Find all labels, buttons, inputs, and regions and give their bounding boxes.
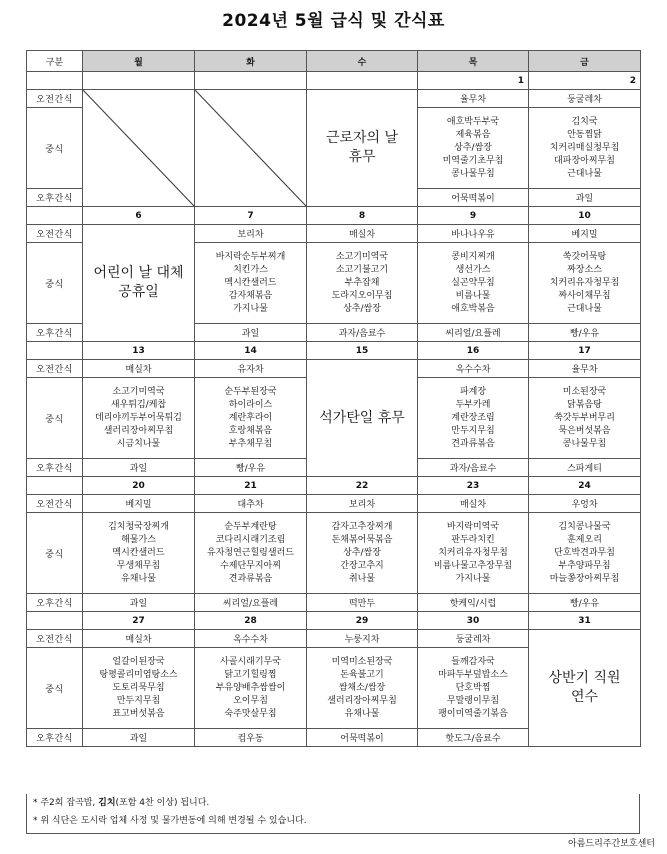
blank-cell-mon (83, 90, 195, 207)
am-snack-row (27, 495, 641, 513)
am-snack-thu: 율무차 (418, 90, 529, 108)
am-snack-tue: 옥수수차 (195, 630, 307, 648)
pm-snack-fri: 스파게티 (529, 459, 641, 477)
menu-item: 비름나물고추장무침 (433, 560, 513, 571)
holiday-cell-fri (529, 630, 641, 747)
am-snack-mon: 매실차 (83, 630, 195, 648)
date-tue: 28 (195, 612, 307, 630)
blank-cell-tue (195, 90, 307, 207)
date-mon (83, 72, 195, 90)
date-row-label (27, 72, 83, 90)
date-row (27, 72, 641, 90)
menu-item: 소고기미역국 (112, 386, 165, 397)
menu-item: 부추잡채 (344, 277, 380, 288)
date-thu: 30 (418, 612, 529, 630)
date-thu: 1 (418, 72, 529, 90)
am-snack-mon: 매실차 (83, 360, 195, 378)
holiday-text: 상반기 직원 (548, 670, 621, 686)
holiday-text: 공휴일 (118, 284, 159, 300)
menu-item: 간장고추지 (340, 560, 384, 571)
holiday-text: 휴무 (348, 149, 376, 165)
pm-snack-tue: 빵/우유 (195, 459, 307, 477)
menu-item: 계란후라이 (228, 412, 273, 423)
pm-snack-thu: 핫도그/음료수 (418, 729, 529, 747)
menu-item: 얼갈이된장국 (112, 656, 165, 667)
date-tue: 7 (195, 207, 307, 225)
lunch-fri (529, 108, 641, 189)
lunch-fri (529, 243, 641, 324)
menu-item: 부추채무침 (228, 438, 273, 449)
page-title: 2024년 5월 급식 및 간식표 (222, 11, 445, 31)
am-snack-fri: 둥굴레차 (529, 90, 641, 108)
menu-item: 소고기미역국 (335, 251, 389, 262)
date-row (27, 477, 641, 495)
am-snack-thu: 둥굴레차 (418, 630, 529, 648)
date-row-label (27, 477, 83, 495)
lunch-wed (307, 648, 418, 729)
date-fri: 2 (529, 72, 641, 90)
menu-item: 무말랭이무침 (446, 695, 500, 706)
menu-item: 유채나물 (121, 573, 156, 584)
menu-item: 돈육불고기 (340, 669, 384, 680)
am-snack-label: 오전간식 (27, 360, 83, 378)
am-snack-label: 오전간식 (27, 495, 83, 513)
menu-item: 유채나물 (344, 708, 380, 719)
lunch-label: 중식 (27, 243, 83, 324)
lunch-thu (418, 513, 529, 594)
date-fri: 24 (529, 477, 641, 495)
menu-item: 데리야끼두부어묵튀김 (95, 412, 182, 423)
am-snack-label: 오전간식 (27, 90, 83, 108)
menu-item: 부추양파무침 (558, 560, 611, 571)
pm-snack-thu: 핫케익/시럽 (418, 594, 529, 612)
menu-item: 콩나물무침 (562, 438, 607, 449)
menu-item: 숙주맛살무침 (224, 708, 277, 719)
header-day-mon: 월 (83, 51, 195, 72)
date-row (27, 612, 641, 630)
menu-item: 실곤약무침 (451, 277, 495, 288)
pm-snack-label: 오후간식 (27, 594, 83, 612)
am-snack-label: 오전간식 (27, 225, 83, 243)
menu-item: 무생채무침 (116, 560, 161, 571)
menu-item: 미소된장국 (562, 386, 607, 397)
am-snack-thu: 바나나우유 (418, 225, 529, 243)
holiday-text: 근로자의 날 (325, 130, 399, 146)
menu-item: 상추/쌈장 (343, 547, 381, 558)
date-row-label (27, 612, 83, 630)
menu-item: 도토리묵무침 (112, 682, 165, 693)
holiday-cell-wed (307, 90, 418, 207)
menu-item: 순두부계란탕 (224, 521, 277, 532)
date-thu: 16 (418, 342, 529, 360)
menu-item: 두부카레 (455, 399, 491, 410)
lunch-fri (529, 378, 641, 459)
menu-item: 치킨가스 (233, 264, 268, 275)
lunch-mon (83, 513, 195, 594)
pm-snack-label: 오후간식 (27, 189, 83, 207)
date-wed: 29 (307, 612, 418, 630)
pm-snack-label: 오후간식 (27, 729, 83, 747)
date-thu: 23 (418, 477, 529, 495)
menu-item: 순두부된장국 (224, 386, 277, 397)
menu-item: 수제단무지아찌 (220, 560, 281, 571)
date-mon: 6 (83, 207, 195, 225)
menu-item: 멕시칸샐러드 (112, 547, 165, 558)
menu-item: 비름나물 (455, 290, 491, 301)
menu-item: 샐러리장아찌무침 (327, 695, 397, 706)
footer-center-name: 아름드리주간보호센터 (568, 839, 655, 849)
menu-item: 오이무침 (233, 695, 268, 706)
holiday-text: 어린이 날 대체 (93, 265, 184, 281)
date-tue: 21 (195, 477, 307, 495)
date-wed: 22 (307, 477, 418, 495)
lunch-thu (418, 648, 529, 729)
menu-item: 쑥갓어묵탕 (562, 251, 607, 262)
menu-item: 새우튀김/케찹 (110, 399, 167, 410)
holiday-cell-mon (83, 225, 195, 342)
menu-item: 감자고추장찌개 (331, 521, 393, 532)
lunch-wed (307, 513, 418, 594)
menu-item: 시금치나물 (116, 438, 161, 449)
menu-table (26, 50, 641, 747)
am-snack-thu: 옥수수차 (418, 360, 529, 378)
lunch-label: 중식 (27, 648, 83, 729)
lunch-tue (195, 243, 307, 324)
pm-snack-fri: 빵/우유 (529, 324, 641, 342)
notes-box (26, 794, 640, 834)
menu-item: 쑥갓두부버무리 (554, 412, 615, 423)
menu-item: 쌈채소/쌈장 (338, 682, 386, 693)
menu-item: 표고버섯볶음 (112, 708, 165, 719)
lunch-thu (418, 378, 529, 459)
menu-item: 마파두부덮밥소스 (438, 669, 508, 680)
menu-item: 만두지무침 (116, 695, 161, 706)
date-wed: 8 (307, 207, 418, 225)
note-2: * 위 식단은 도시락 업체 사정 및 물가변동에 의해 변경될 수 있습니다. (33, 816, 307, 826)
am-snack-row (27, 360, 641, 378)
date-mon: 20 (83, 477, 195, 495)
am-snack-tue: 대추차 (195, 495, 307, 513)
header-day-tue: 화 (195, 51, 307, 72)
lunch-tue (195, 378, 307, 459)
menu-item: 부유양배추쌈쌈이 (215, 682, 286, 693)
date-mon: 13 (83, 342, 195, 360)
pm-snack-row (27, 594, 641, 612)
menu-item: 바지락순두부찌개 (215, 251, 286, 262)
am-snack-wed: 매실차 (307, 225, 418, 243)
menu-item: 미역미소된장국 (331, 656, 393, 667)
holiday-cell-wed (307, 360, 418, 477)
pm-snack-mon: 과일 (83, 729, 195, 747)
am-snack-thu: 매실차 (418, 495, 529, 513)
date-row (27, 342, 641, 360)
pm-snack-mon: 과일 (83, 459, 195, 477)
menu-item: 돈채볶어묵볶음 (331, 534, 393, 545)
menu-item: 팽이미역줄기볶음 (438, 708, 508, 719)
menu-item: 만두지무침 (451, 425, 495, 436)
menu-item: 사골시래기무국 (220, 656, 281, 667)
menu-item: 김치콩나물국 (558, 521, 611, 532)
lunch-thu (418, 243, 529, 324)
pm-snack-wed: 떡만두 (307, 594, 418, 612)
menu-item: 닭고기힐링찜 (224, 669, 277, 680)
menu-item: 호랑채볶음 (228, 425, 273, 436)
lunch-tue (195, 648, 307, 729)
menu-item: 마늘쫑장아찌무침 (549, 573, 620, 584)
menu-item: 김치청국장찌개 (108, 521, 169, 532)
note-1: * 주2회 잡곡밥, 김치(포함 4찬 이상) 됩니다. (33, 798, 210, 808)
menu-item: 파계장 (459, 386, 487, 397)
menu-item: 취나물 (348, 573, 376, 584)
pm-snack-mon: 과일 (83, 594, 195, 612)
menu-item: 애호박두부국 (446, 116, 500, 127)
lunch-row (27, 513, 641, 594)
date-row (27, 207, 641, 225)
menu-item: 콩비지찌개 (451, 251, 495, 262)
menu-item: 훈제오리 (567, 534, 602, 545)
menu-item: 안동찜닭 (567, 129, 602, 140)
menu-item: 유자청연근힐링샐러드 (207, 547, 294, 558)
date-row-label (27, 342, 83, 360)
menu-item: 제육볶음 (455, 129, 491, 140)
lunch-fri (529, 513, 641, 594)
menu-item: 상추/쌈장 (343, 303, 381, 314)
menu-item: 애호박볶음 (451, 303, 495, 314)
menu-item: 콩나물무침 (451, 168, 495, 179)
date-thu: 9 (418, 207, 529, 225)
am-snack-fri: 우엉차 (529, 495, 641, 513)
date-fri: 17 (529, 342, 641, 360)
menu-item: 김치국 (571, 116, 598, 127)
menu-item: 가지나물 (455, 573, 491, 584)
date-tue (195, 72, 307, 90)
lunch-label: 중식 (27, 378, 83, 459)
pm-snack-tue: 씨리얼/요플레 (195, 594, 307, 612)
menu-item: 단호박찜 (455, 682, 491, 693)
date-wed (307, 72, 418, 90)
menu-item: 치커리유자청무침 (438, 547, 508, 558)
menu-item: 샐러리장아찌무침 (103, 425, 174, 436)
header-day-wed: 수 (307, 51, 418, 72)
lunch-mon (83, 648, 195, 729)
menu-item: 닭볶음탕 (567, 399, 602, 410)
menu-item: 짜사이채무침 (558, 290, 611, 301)
menu-item: 하이라이스 (228, 399, 273, 410)
header-corner: 구분 (27, 51, 83, 72)
menu-item: 근대나물 (567, 303, 602, 314)
menu-item: 단호박견과무침 (554, 547, 615, 558)
am-snack-tue: 보리차 (195, 225, 307, 243)
header-day-thu: 목 (418, 51, 529, 72)
menu-item: 짜장소스 (567, 264, 602, 275)
pm-snack-wed: 과자/음료수 (307, 324, 418, 342)
menu-item: 계란장조림 (451, 412, 495, 423)
menu-item: 견과류볶음 (228, 573, 273, 584)
pm-snack-wed: 어묵떡볶이 (307, 729, 418, 747)
menu-item: 탕평콜리미엽탕소스 (99, 669, 178, 680)
menu-item: 치커리매실청무침 (549, 142, 620, 153)
date-tue: 14 (195, 342, 307, 360)
blank-diagonal-slash (195, 90, 306, 206)
am-snack-wed: 누룽지차 (307, 630, 418, 648)
menu-item: 코다리시래기조림 (215, 534, 286, 545)
pm-snack-fri: 빵/우유 (529, 594, 641, 612)
am-snack-fri: 베지밀 (529, 225, 641, 243)
pm-snack-thu: 씨리얼/요플레 (418, 324, 529, 342)
menu-item: 치커리유자청무침 (549, 277, 620, 288)
menu-item: 근대나물 (567, 168, 602, 179)
date-wed: 15 (307, 342, 418, 360)
am-snack-fri: 율무차 (529, 360, 641, 378)
menu-item: 소고기불고기 (335, 264, 389, 275)
am-snack-row (27, 225, 641, 243)
am-snack-mon: 베지밀 (83, 495, 195, 513)
date-fri: 10 (529, 207, 641, 225)
menu-item: 들깨감자국 (451, 656, 495, 667)
pm-snack-thu: 과자/음료수 (418, 459, 529, 477)
am-snack-row (27, 630, 641, 648)
pm-snack-fri: 과일 (529, 189, 641, 207)
holiday-text: 석가탄일 휴무 (319, 409, 405, 426)
menu-item: 대파장아찌무침 (554, 155, 615, 166)
lunch-label: 중식 (27, 513, 83, 594)
date-mon: 27 (83, 612, 195, 630)
date-row-label (27, 207, 83, 225)
date-fri: 31 (529, 612, 641, 630)
menu-item: 감자채볶음 (228, 290, 273, 301)
pm-snack-tue: 컵우동 (195, 729, 307, 747)
menu-item: 해물가스 (121, 534, 156, 545)
pm-snack-label: 오후간식 (27, 324, 83, 342)
pm-snack-thu: 어묵떡볶이 (418, 189, 529, 207)
lunch-thu (418, 108, 529, 189)
am-snack-row (27, 90, 641, 108)
pm-snack-tue: 과일 (195, 324, 307, 342)
lunch-label: 중식 (27, 108, 83, 189)
menu-item: 상추/쌈장 (454, 142, 492, 153)
menu-item: 미역줄기초무침 (442, 155, 504, 166)
menu-item: 멕시칸샐러드 (224, 277, 277, 288)
menu-item: 가지나물 (233, 303, 268, 314)
header-day-fri: 금 (529, 51, 641, 72)
lunch-tue (195, 513, 307, 594)
am-snack-label: 오전간식 (27, 630, 83, 648)
menu-item: 생선가스 (455, 264, 491, 275)
menu-item: 바지락미역국 (446, 521, 500, 532)
menu-item: 판두라치킨 (451, 534, 495, 545)
am-snack-wed: 보리차 (307, 495, 418, 513)
menu-item: 묵은버섯볶음 (558, 425, 611, 436)
menu-item: 견과류볶음 (451, 438, 495, 449)
pm-snack-label: 오후간식 (27, 459, 83, 477)
blank-diagonal-slash (83, 90, 194, 206)
holiday-text: 연수 (570, 689, 599, 705)
am-snack-tue: 유자차 (195, 360, 307, 378)
lunch-wed (307, 243, 418, 324)
menu-item: 도라지오이무침 (331, 290, 393, 301)
lunch-mon (83, 378, 195, 459)
